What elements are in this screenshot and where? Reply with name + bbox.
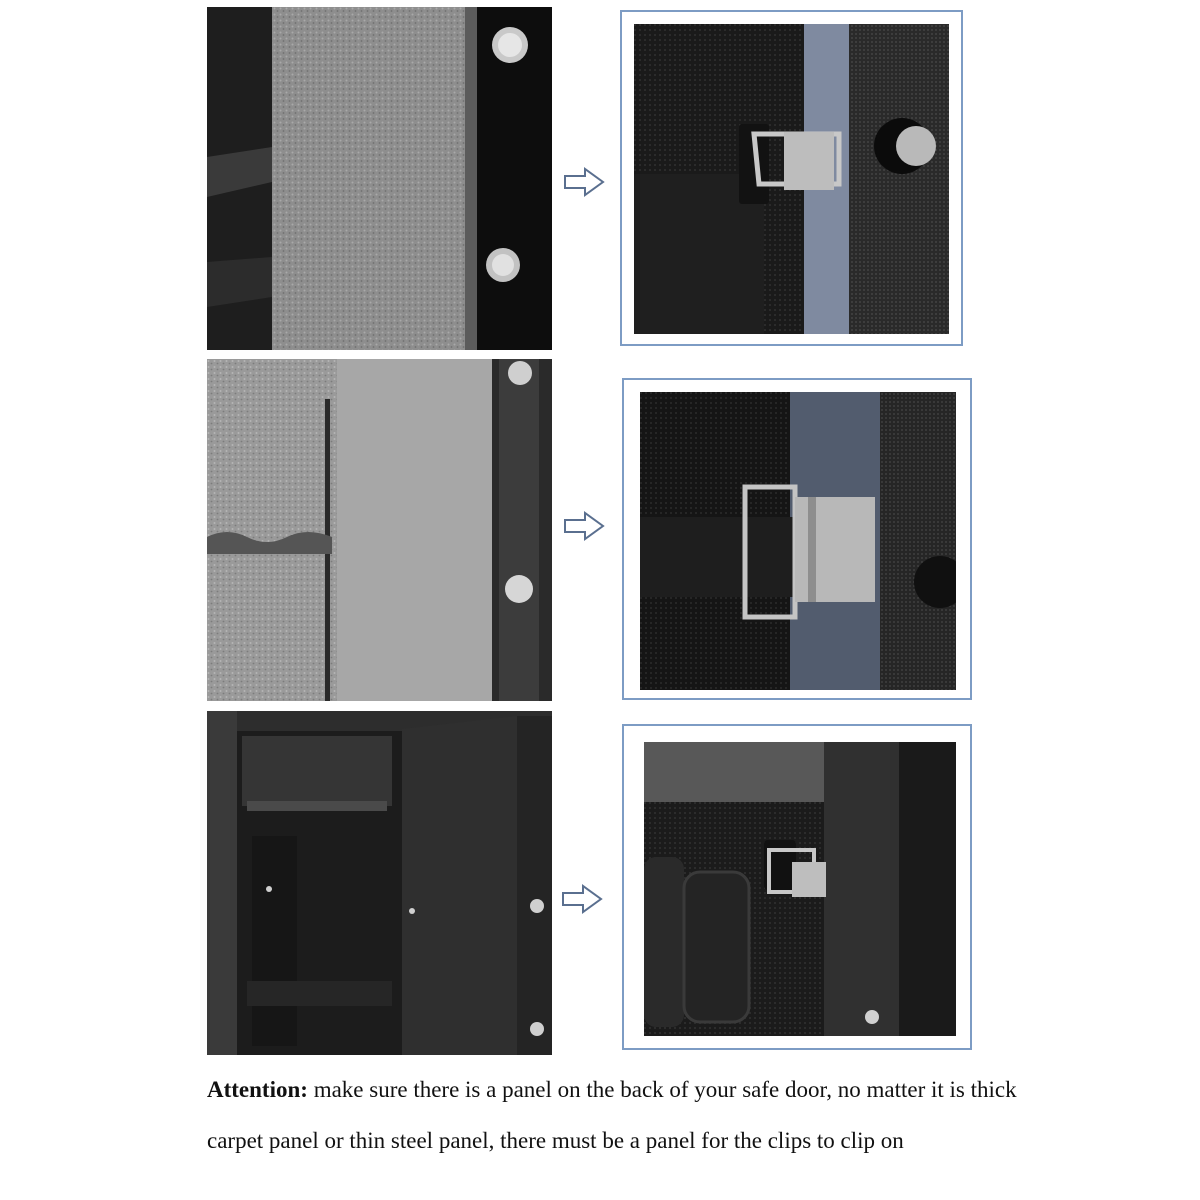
attention-note <box>207 1064 1067 1166</box>
photo-door-edge-carpet <box>207 7 552 350</box>
right-arrow-icon <box>563 511 605 541</box>
photo-door-edge-grey-panel <box>207 359 552 701</box>
attention-text: make sure there is a panel on the back of your safe door, no matter it is thick carpet panel or thin steel panel, there must be a panel for the clips to clip on <box>207 1077 1017 1153</box>
closeup-frame-organizer-clips <box>622 724 972 1050</box>
right-arrow-icon <box>561 884 603 914</box>
right-arrow-icon <box>563 167 605 197</box>
attention-label: Attention: <box>207 1077 308 1102</box>
closeup-frame-strap-buckle <box>622 378 972 700</box>
photo-open-safe-steel-panel <box>207 711 552 1055</box>
closeup-frame-clip-on-door <box>620 10 963 346</box>
